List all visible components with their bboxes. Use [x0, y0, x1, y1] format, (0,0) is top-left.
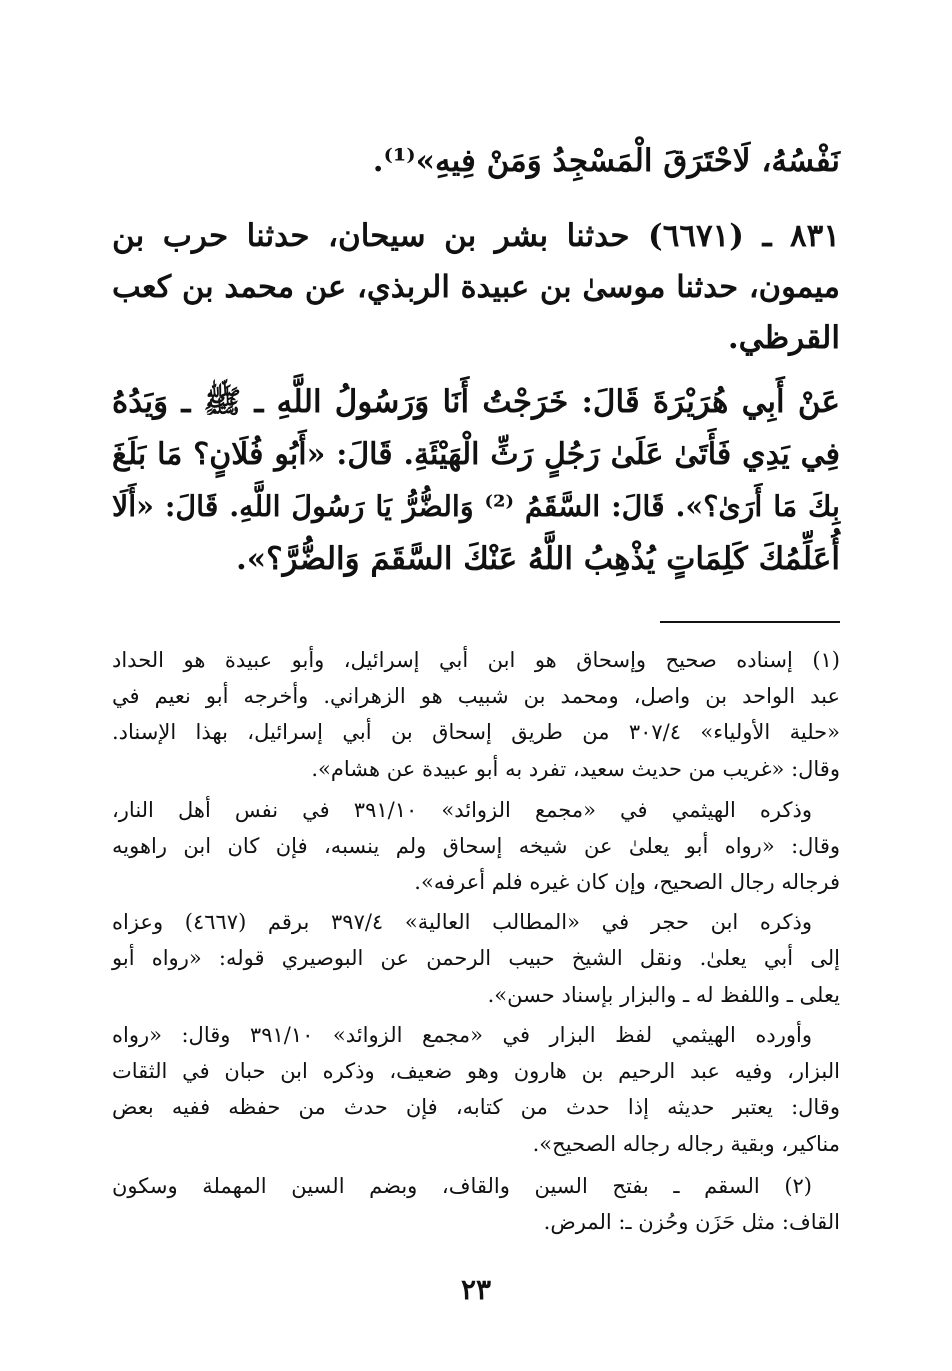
footnote-line-9: إلى أبي يعلىٰ. ونقل الشيخ حبيب الرحمن عن البوصيري قوله: «رواه أبو — [112, 946, 840, 970]
footnote-separator — [660, 621, 840, 623]
footnote-line-4: وقال: «غريب من حديث سعيد، تفرد به أبو عبيدة عن هشام». — [311, 757, 840, 781]
footnote-line-1: (١) إسناده صحيح وإسحاق هو ابن أبي إسرائيل، وأبو عبيدة هو الحداد — [112, 648, 840, 672]
footnote-line-13: وقال: يعتبر حديثه إذا حدث من كتابه، فإن حدث من حفظه ففيه بعض — [112, 1095, 840, 1119]
footnote-line-6: وقال: «رواه أبو يعلىٰ عن شيخه إسحاق ولم ينسبه، فإن كان ابن راهويه — [112, 834, 840, 858]
main-line-8: أُعَلِّمُكَ كَلِمَاتٍ يُذْهِبُ اللَّهُ عَنْكَ السَّقَمَ وَالضُّرَّ؟». — [235, 541, 840, 577]
main-line-4: القرظي. — [727, 320, 840, 356]
main-line-5: عَنْ أَبِي هُرَيْرَةَ قَالَ: خَرَجْتُ أَنَا وَرَسُولُ اللَّهِ ـ ﷺ ـ وَيَدُهُ — [112, 384, 840, 420]
footnote-line-5: وذكره الهيثمي في «مجمع الزوائد» ٣٩١/١٠ في نفس أهل النار، — [112, 798, 812, 822]
main-line-7: بِكَ مَا أَرَىٰ؟». قَالَ: السَّقَمُ ⁽²⁾ وَالضُّرُّ يَا رَسُولَ اللَّهِ. قَالَ: «أَلَا — [112, 489, 840, 523]
footnote-line-16: القاف: مثل حَزَن وحُزن ـ: المرض. — [543, 1210, 840, 1234]
footnote-line-11: وأورده الهيثمي لفظ البزار في «مجمع الزوائد» ٣٩١/١٠ وقال: «رواه — [112, 1023, 812, 1047]
main-line-3: ميمون، حدثنا موسىٰ بن عبيدة الربذي، عن محمد بن كعب — [112, 269, 840, 305]
footnote-line-8: وذكره ابن حجر في «المطالب العالية» ٣٩٧/٤ برقم (٤٦٦٧) وعزاه — [112, 910, 812, 934]
footnote-line-15: (٢) السقم ـ بفتح السين والقاف، وبضم السين المهملة وسكون — [112, 1174, 812, 1198]
main-line-2: ٨٣١ ـ (٦٦٧١) حدثنا بشر بن سيحان، حدثنا حرب بن — [112, 218, 840, 254]
page-number: ٢٣ — [460, 1273, 492, 1306]
footnote-line-2: عبد الواحد بن واصل، ومحمد بن شبيب هو الزهراني. وأخرجه أبو نعيم في — [112, 684, 840, 708]
footnote-line-3: «حلية الأولياء» ٣٠٧/٤ من طريق إسحاق بن أبي إسرائيل، بهذا الإسناد. — [112, 720, 840, 744]
footnote-line-14: مناكير، وبقية رجاله رجاله الصحيح». — [532, 1132, 840, 1156]
main-line-1: نَفْسُهُ، لَاحْتَرَقَ الْمَسْجِدُ وَمَنْ فِيهِ»⁽¹⁾. — [372, 143, 840, 179]
footnote-line-10: يعلى ـ واللفظ له ـ والبزار بإسناد حسن». — [487, 983, 840, 1007]
main-line-6: فِي يَدِي فَأَتَىٰ عَلَىٰ رَجُلٍ رَثِّ الْهَيْئَةِ. قَالَ: «أَبُو فُلَانٍ؟ مَا بَلَغَ — [112, 437, 840, 472]
footnote-line-7: فرجاله رجال الصحيح، وإن كان غيره فلم أعرفه». — [414, 870, 840, 894]
footnote-line-12: البزار، وفيه عبد الرحيم بن هارون وهو ضعيف، وذكره ابن حبان في الثقات — [112, 1059, 840, 1083]
